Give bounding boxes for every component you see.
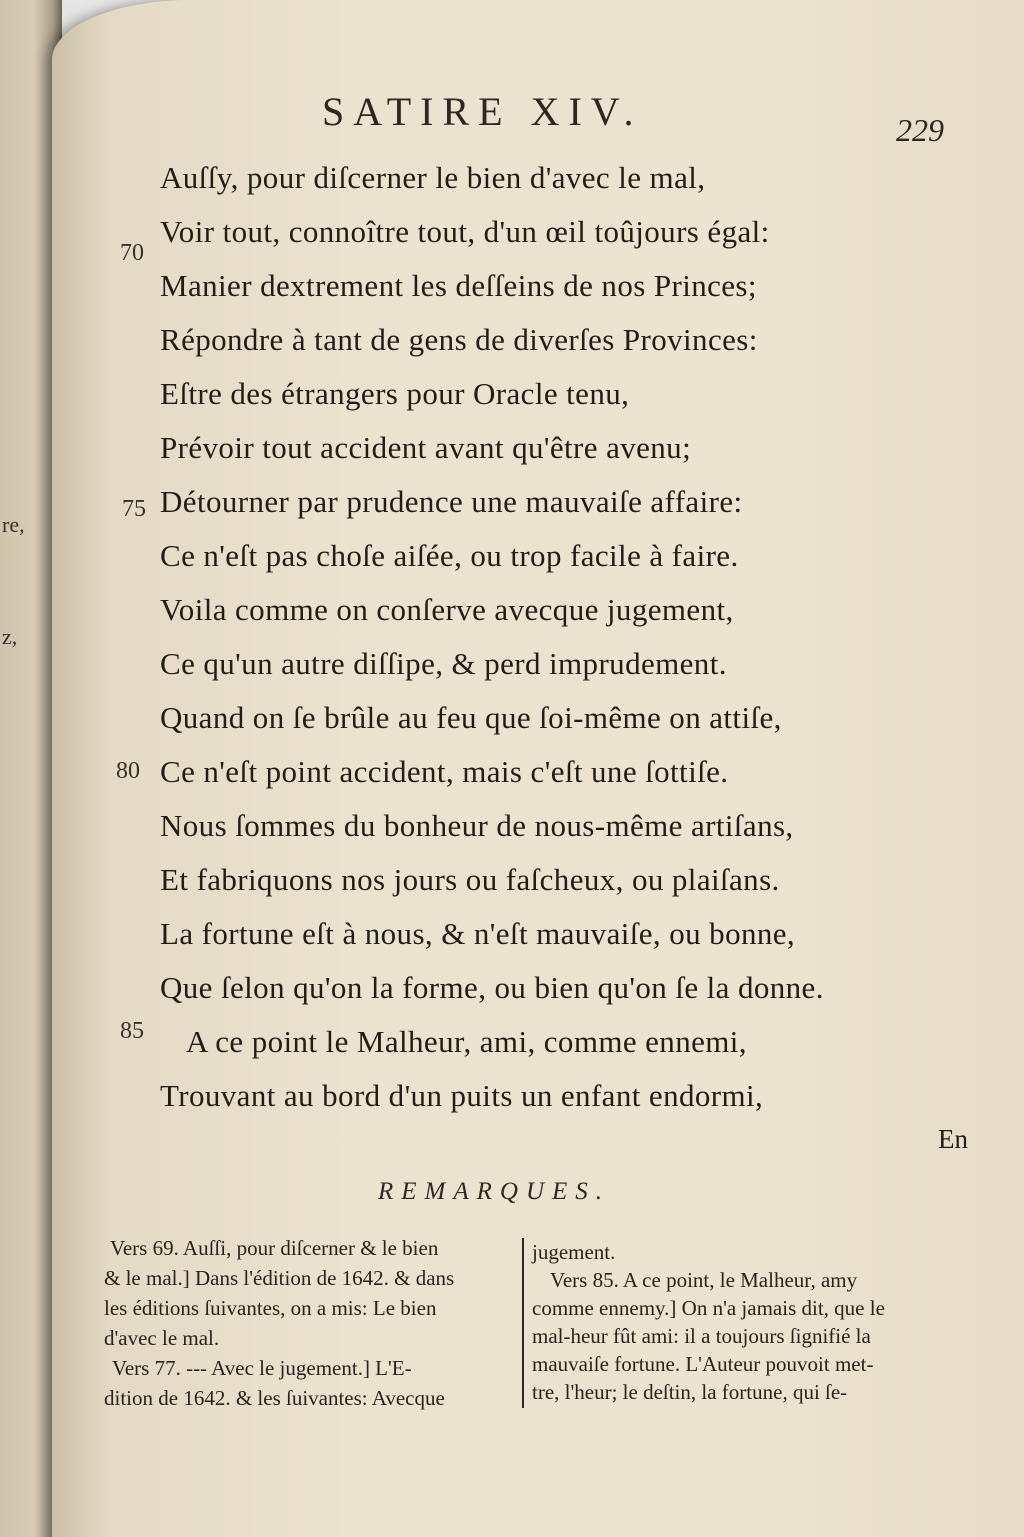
note-line: les éditions ſuivantes, on a mis: Le bien (104, 1296, 437, 1320)
verse-line: Que ſelon qu'on la forme, ou bien qu'on ſe la donne. (160, 970, 824, 1005)
verse-line: Voir tout, connoître tout, d'un œil toûjours égal: (160, 214, 770, 249)
column-divider (522, 1238, 524, 1408)
verse-line: Prévoir tout accident avant qu'être avenu; (160, 430, 692, 465)
verse-line: Nous ſommes du bonheur de nous-même artiſans, (160, 808, 794, 843)
note-line: Vers 85. A ce point, le Malheur, amy (550, 1268, 858, 1292)
verse-line: Trouvant au bord d'un puits un enfant endormi, (160, 1078, 764, 1113)
remarks-heading: REMARQUES. (378, 1178, 611, 1205)
line-number: 70 (120, 240, 144, 266)
verse-line: Ce n'eſt point accident, mais c'eſt une ſottiſe. (160, 754, 729, 789)
line-number: 80 (116, 758, 140, 784)
verse-line: Auſſy, pour diſcerner le bien d'avec le mal, (160, 160, 706, 195)
left-page-fragment: z, (2, 624, 18, 649)
note-line: tre, l'heur; le deſtin, la fortune, qui ſe- (532, 1380, 848, 1404)
note-line: d'avec le mal. (104, 1326, 220, 1350)
note-line: Vers 77. --- Avec le jugement.] L'E- (112, 1356, 412, 1380)
verse-line: Répondre à tant de gens de diverſes Provinces: (160, 322, 758, 357)
note-line: Vers 69. Auſſi, pour diſcerner & le bien (110, 1236, 439, 1260)
verse-line: Ce n'eſt pas choſe aiſée, ou trop facile à faire. (160, 538, 739, 573)
left-page-fragment: re, (2, 512, 25, 537)
verse-line: Manier dextrement les deſſeins de nos Princes; (160, 268, 757, 303)
line-number: 75 (122, 496, 146, 522)
verse-line: Détourner par prudence une mauvaiſe affaire: (160, 484, 743, 519)
verse-line: Voila comme on conſerve avecque jugement, (160, 592, 734, 627)
catchword: En (938, 1124, 968, 1154)
note-line: mal-heur fût ami: il a toujours ſignifié la (532, 1324, 871, 1348)
running-head: SATIRE XIV. (322, 89, 643, 134)
note-line: jugement. (532, 1240, 616, 1264)
page-number: 229 (896, 112, 944, 148)
note-line: & le mal.] Dans l'édition de 1642. & dans (104, 1266, 455, 1290)
note-line: mauvaiſe fortune. L'Auteur pouvoit met- (532, 1352, 874, 1376)
note-line: dition de 1642. & les ſuivantes: Avecque (104, 1386, 445, 1410)
verse-line: Eſtre des étrangers pour Oracle tenu, (160, 376, 630, 411)
line-number: 85 (120, 1018, 144, 1044)
verse-line: A ce point le Malheur, ami, comme ennemi, (186, 1024, 747, 1059)
note-line: comme ennemy.] On n'a jamais dit, que le (532, 1296, 885, 1320)
verse-line: Quand on ſe brûle au feu que ſoi-même on attiſe, (160, 700, 782, 735)
verse-line: Et fabriquons nos jours ou faſcheux, ou plaiſans. (160, 862, 780, 897)
verse-line: Ce qu'un autre diſſipe, & perd imprudement. (160, 646, 727, 681)
verse-line: La fortune eſt à nous, & n'eſt mauvaiſe, ou bonne, (160, 916, 796, 951)
